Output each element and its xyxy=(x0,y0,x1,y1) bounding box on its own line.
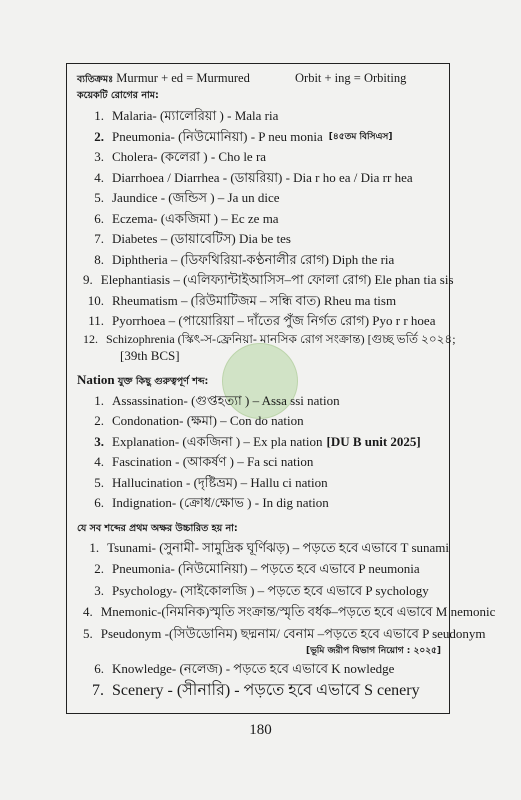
list-item xyxy=(75,106,449,127)
list-item xyxy=(75,188,449,209)
page-number: 180 xyxy=(249,722,272,738)
item-text: Knowledge- (নলেজ) - পড়তে হবে এভাবে K nowledge xyxy=(112,661,395,676)
item-number: 5. xyxy=(94,474,104,490)
item-text: Fascination - (আকর্ষণ ) – Fa sci nation xyxy=(112,454,314,469)
item-number: 5. xyxy=(83,625,93,641)
item-number: 7. xyxy=(94,231,104,246)
item-text: Pneumonia- (নিউমোনিয়া) – পড়তে হবে এভাবে P neumonia xyxy=(112,561,420,576)
list-item xyxy=(75,291,449,312)
item-number: 4. xyxy=(83,604,93,619)
list-item xyxy=(75,658,449,680)
item-text: Diarrhoea / Diarrhea - (ডায়রিয়া) - Dia r ho ea / Dia rr hea xyxy=(112,169,413,185)
silent-list xyxy=(75,537,496,645)
item-number: 2. xyxy=(94,128,104,144)
item-number: 4. xyxy=(94,454,104,469)
list-item xyxy=(75,127,449,148)
list-item xyxy=(75,473,449,494)
list-item xyxy=(75,537,449,559)
exception-left: Murmur + ed = Murmured xyxy=(116,71,250,85)
item-number: 8. xyxy=(94,251,104,267)
list-item xyxy=(75,250,449,271)
list-item xyxy=(75,168,449,189)
list-item xyxy=(75,580,449,602)
nation-title-en: Nation xyxy=(77,371,115,387)
exception-right: Orbit + ing = Orbiting xyxy=(295,71,407,85)
list-item xyxy=(75,411,449,432)
item-text: Pneumonia- (নিউমোনিয়া) - P neu monia xyxy=(112,128,323,144)
item-number: 5. xyxy=(94,190,104,205)
item-text: Condonation- (ক্ষমা) – Con do nation xyxy=(112,413,304,428)
item-text: Rheumatism – (রিউমাটিজম – সন্ধি বাত) Rheu ma tism xyxy=(112,292,397,308)
list-item xyxy=(75,229,449,250)
item-number: 10. xyxy=(87,292,104,308)
item-text: Hallucination - (দৃষ্টিভ্রম) – Hallu ci nation xyxy=(112,474,328,490)
list-item xyxy=(75,311,449,332)
list-item xyxy=(75,147,449,168)
item-number: 9. xyxy=(83,272,93,287)
item-number: 7. xyxy=(92,681,104,699)
list-item xyxy=(75,623,486,645)
list-item xyxy=(75,558,449,580)
silent-source-tag: [ভূমি জরীপ বিভাগ নিয়োগ : ২০২৫] xyxy=(305,646,441,656)
list-item xyxy=(75,270,454,291)
diseases-list xyxy=(75,106,454,332)
diseases-header: কয়েকটি রোগের নাম: xyxy=(77,90,159,101)
nation-list xyxy=(75,391,449,514)
list-item xyxy=(75,209,449,230)
item-source-tag: [৪৫তম বিসিএস] xyxy=(328,131,393,142)
item-number: 1. xyxy=(94,392,104,408)
item-text: Jaundice - (জন্ডিস ) – Ja un dice xyxy=(112,190,280,205)
item-text: Diphtheria – (ডিফথিরিয়া-কণ্ঠনালীর রোগ) Diph the ria xyxy=(112,251,395,267)
item-number: 3. xyxy=(94,433,104,449)
item-continuation: [39th BCS] xyxy=(120,347,180,363)
item-number: 4. xyxy=(94,169,104,185)
item-number: 6. xyxy=(94,495,104,510)
list-item xyxy=(75,601,496,623)
item-text: Eczema- (একজিমা ) – Ec ze ma xyxy=(112,210,279,226)
content-box xyxy=(66,63,496,714)
nation-title xyxy=(77,371,449,391)
list-item xyxy=(75,331,456,347)
item-number: 2. xyxy=(94,561,104,576)
silent-list-continued xyxy=(75,658,449,701)
item-number: 6. xyxy=(94,210,104,226)
item-number: 11. xyxy=(88,313,104,328)
item-text: Elephantiasis – (এলিফ্যান্টাইআসিস–পা ফোলা রোগ) Ele phan tia sis xyxy=(100,272,454,287)
item-text: Pyorrhoea – (পায়োরিয়া – দাঁতের পুঁজ নির্গত রোগ) Pyo r r hoea xyxy=(112,313,436,328)
item-text: Schizophrenia (স্কিৎ-স-ফ্রেনিয়া- মানসিক রোগ সংক্রান্ত) [গুচ্ছ ভর্তি ২০২৪; xyxy=(106,331,456,346)
list-item xyxy=(75,680,449,702)
item-number: 1. xyxy=(94,108,104,123)
item-text: Mnemonic-(নিমনিক)স্মৃতি সংক্রান্ত/স্মৃতি বর্ধক–পড়তে হবে এভাবে M nemonic xyxy=(100,604,496,619)
item-text: Indignation- (ক্রোধ/ক্ষোভ ) - In dig nation xyxy=(112,495,329,510)
list-item xyxy=(75,391,449,412)
list-item xyxy=(75,432,449,453)
list-item xyxy=(75,493,449,514)
nation-title-bn: যুক্ত কিছু গুরুত্বপূর্ণ শব্দ: xyxy=(117,375,209,387)
item-text: Diabetes – (ডায়াবেটিস) Dia be tes xyxy=(112,231,291,246)
item-text: Psychology- (সাইকোলজি ) – পড়তে হবে এভাবে P sychology xyxy=(112,582,429,598)
item-number: 2. xyxy=(94,413,104,428)
exception-label: ব্যতিক্রমঃ xyxy=(77,74,114,85)
list-item xyxy=(75,452,449,473)
item-text: Cholera- (কলেরা ) - Cho le ra xyxy=(112,149,267,164)
item-number: 6. xyxy=(94,661,104,676)
item-text: Explanation- (একজিনা ) – Ex pla nation xyxy=(112,433,323,449)
item-number: 1. xyxy=(89,539,100,555)
item-number: 12. xyxy=(83,331,98,346)
item-text: Tsunami- (সুনামী- সামুদ্রিক ঘূর্ণিঝড়) – পড়তে হবে এভাবে T sunami xyxy=(107,539,449,555)
item-text: Malaria- (ম্যালেরিয়া ) - Mala ria xyxy=(112,108,279,123)
item-text: Assassination- (গুপ্তহত্যা ) – Assa ssi nation xyxy=(112,392,340,408)
item-text: Pseudonym -(সিউডোনিম) ছদ্মনাম/ বেনাম –পড়তে হবে এভাবে P seudonym xyxy=(100,625,486,641)
item-number: 3. xyxy=(94,582,104,598)
exception-line xyxy=(77,70,449,88)
silent-title: যে সব শব্দের প্রথম অক্ষর উচ্চারিত হয় না: xyxy=(77,522,238,534)
item-text: Scenery - (সীনারি) - পড়তে হবে এভাবে S cenery xyxy=(112,681,420,699)
item-source-tag: [DU B unit 2025] xyxy=(326,433,421,449)
item-number: 3. xyxy=(94,149,104,164)
